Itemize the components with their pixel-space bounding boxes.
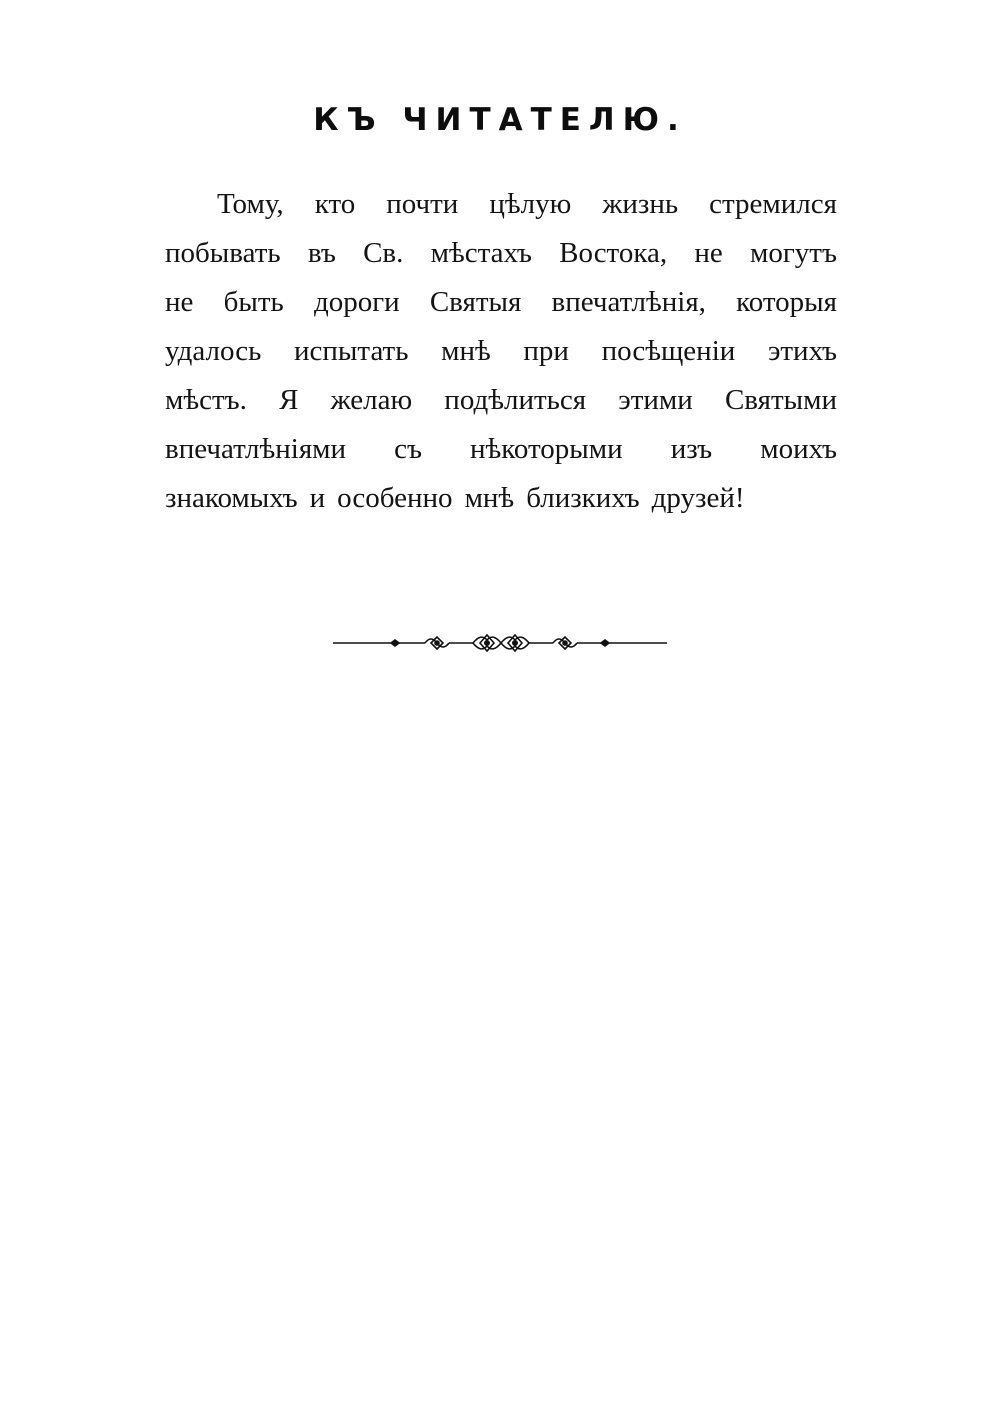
word: мнѣ [464, 482, 515, 514]
word: моихъ [760, 433, 837, 465]
word: и [309, 482, 326, 514]
word: испытать [294, 335, 409, 367]
word: которыя [736, 286, 837, 318]
paragraph-line-1 [165, 180, 837, 229]
word: Святыми [724, 384, 837, 416]
word: знакомыхъ [165, 482, 298, 514]
paragraph-line-6 [165, 425, 837, 474]
word: въ [307, 237, 336, 269]
word: не [165, 286, 194, 318]
preface-paragraph [165, 180, 837, 523]
word: при [523, 335, 569, 367]
word: мѣстахъ [430, 237, 532, 269]
word: подѣлиться [444, 384, 587, 416]
word: Тому, [217, 188, 284, 220]
word: цѣлую [489, 188, 572, 220]
word: мнѣ [441, 335, 491, 367]
word: посѣщеніи [601, 335, 736, 367]
word: дороги [313, 286, 400, 318]
paragraph-line-7 [165, 474, 837, 523]
word: удалось [165, 335, 262, 367]
word: впечатлѣніями [165, 433, 347, 465]
word: этими [618, 384, 693, 416]
word: быть [223, 286, 284, 318]
word: Св. [363, 237, 404, 269]
decorative-divider-icon [333, 628, 667, 658]
word: Востока, [559, 237, 668, 269]
word: съ [394, 433, 422, 465]
paragraph-line-2 [165, 229, 837, 278]
word: друзей! [651, 482, 745, 514]
word: побывать [165, 237, 281, 269]
word: желаю [330, 384, 413, 416]
paragraph-line-3 [165, 278, 837, 327]
word: стремился [709, 188, 837, 220]
word: близкихъ [526, 482, 640, 514]
word: не [694, 237, 723, 269]
word: могутъ [750, 237, 837, 269]
paragraph-line-5 [165, 376, 837, 425]
word: изъ [670, 433, 713, 465]
word: Я [279, 384, 299, 416]
word: особенно [337, 482, 453, 514]
word: Святыя [429, 286, 522, 318]
page-heading: КЪ ЧИТАТЕЛЮ. [313, 102, 687, 138]
word: жизнь [602, 188, 679, 220]
word: этихъ [767, 335, 837, 367]
word: нѣкоторыми [470, 433, 623, 465]
word: почти [386, 188, 459, 220]
word: впечатлѣнія, [551, 286, 706, 318]
word: кто [314, 188, 356, 220]
word: мѣстъ. [165, 384, 247, 416]
paragraph-line-4 [165, 327, 837, 376]
